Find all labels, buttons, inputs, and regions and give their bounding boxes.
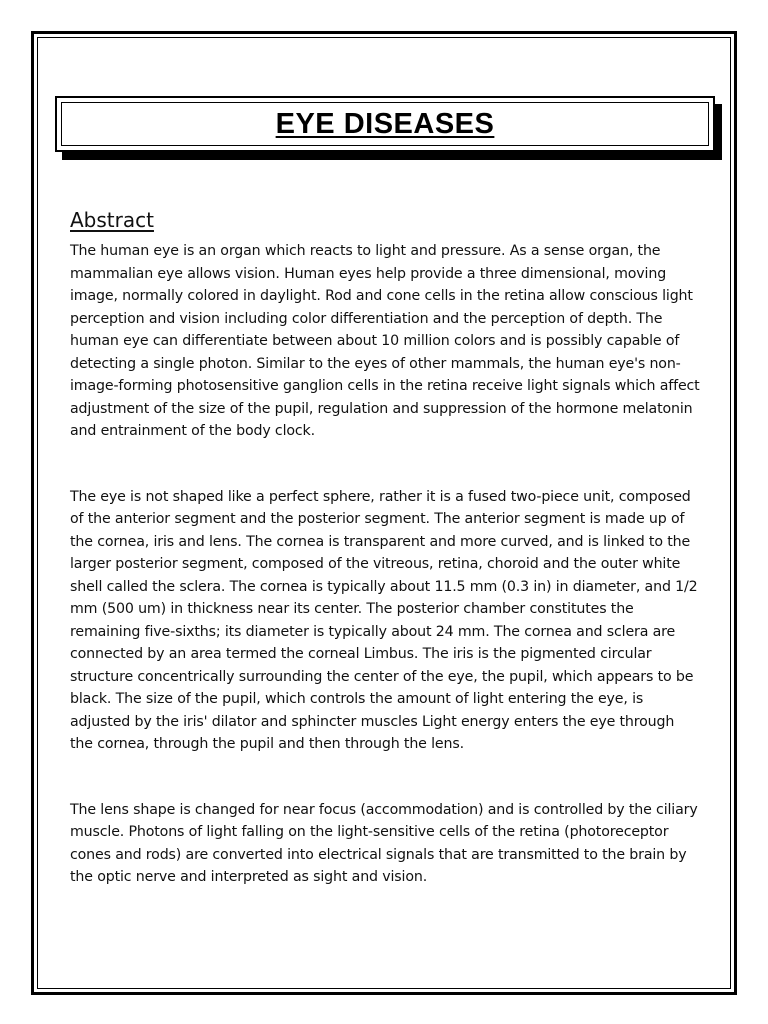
- title-box-inner: [61, 102, 709, 146]
- paragraph-3: The lens shape is changed for near focus (accommodation) and is controlled by the ciliary muscle. Photons of light falling on the light-sensitive cells of the retina (photoreceptor cones and rods) are converted into electrical signals that are transmitted to the brain by the optic nerve and interpreted as sight and vision.: [70, 801, 698, 885]
- paragraph-2: The eye is not shaped like a perfect sphere, rather it is a fused two-piece unit, composed of the anterior segment and the posterior segment. The anterior segment is made up of the cornea, iris and lens. The cornea is transparent and more curved, and is linked to the larger posterior segment, composed of the vitreous, retina, choroid and the outer white shell called the sclera. The cornea is typically about 11.5 mm (0.3 in) in diameter, and 1/2 mm (500 um) in thickness near its center. The posterior chamber constitutes the remaining five-sixths; its diameter is typically about 24 mm. The cornea and sclera are connected by an area termed the corneal Limbus. The iris is the pigmented circular structure concentrically surrounding the center of the eye, the pupil, which appears to be black. The size of the pupil, which controls the amount of light entering the eye, is adjusted by the iris' dilator and sphincter muscles Light energy enters the eye through the cornea, through the pupil and then through the lens.: [70, 488, 698, 752]
- document-body: [70, 208, 700, 932]
- paragraph-1: The human eye is an organ which reacts to light and pressure. As a sense organ, the mammalian eye allows vision. Human eyes help provide a three dimensional, moving image, normally colored in daylight. Rod and cone cells in the retina allow conscious light perception and vision including color differentiation and the perception of depth. The human eye can differentiate between about 10 million colors and is possibly capable of detecting a single photon. Similar to the eyes of other mammals, the human eye's non-image-forming photosensitive ganglion cells in the retina receive light signals which affect adjustment of the size of the pupil, regulation and suppression of the hormone melatonin and entrainment of the body clock.: [70, 243, 700, 439]
- title-box: [55, 96, 715, 152]
- section-heading-abstract: Abstract: [70, 208, 154, 232]
- document-title: EYE DISEASES: [275, 107, 495, 140]
